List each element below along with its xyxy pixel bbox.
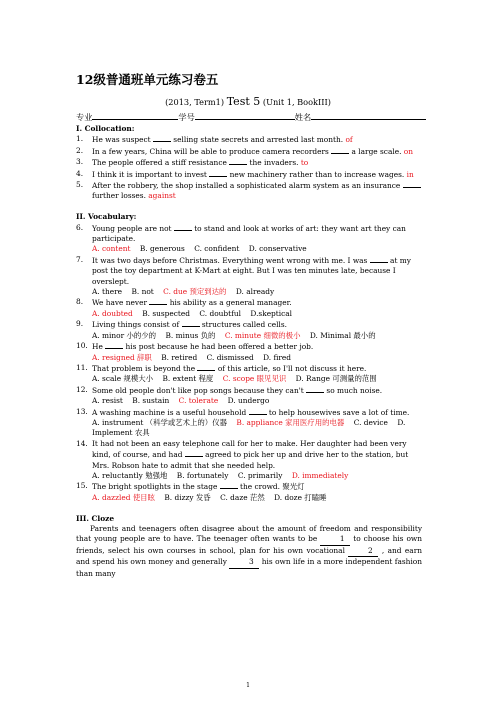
item-text: After the robbery, the shop installed a sophisticated alarm system as an insurance further losses. against <box>92 180 422 202</box>
question-text: It was two days before Christmas. Everything went wrong with me. I was at my post the toy department at K-Mart at eight. But I was ten minutes late, because I overslept. <box>92 255 411 286</box>
answer-blank[interactable] <box>220 481 238 489</box>
item-text: The people offered a stiff resistance the invaders. to <box>92 158 309 168</box>
answer-key: against <box>148 191 176 201</box>
section-collocation-heading: I. Collocation: <box>76 124 135 133</box>
collocation-list <box>76 134 422 201</box>
answer-blank[interactable] <box>331 146 349 154</box>
cloze-blank-1[interactable]: 1 <box>320 534 350 545</box>
option[interactable]: B. minus 负的 <box>165 330 216 340</box>
options-row <box>92 374 377 383</box>
option[interactable]: A. there <box>92 287 123 297</box>
option[interactable]: C. confident <box>194 244 240 254</box>
section-vocabulary-heading: II. Vocabulary: <box>76 212 137 222</box>
item-text: In a few years, China will be able to produce camera recorders a large scale. on <box>92 146 414 156</box>
name-field[interactable] <box>311 110 426 120</box>
answer-blank[interactable] <box>249 407 267 415</box>
option[interactable]: C. due 预定到达的 <box>163 287 227 297</box>
option[interactable]: B. generous <box>139 244 185 254</box>
question-text: He his post because he had been offered a better job. <box>92 342 314 352</box>
answer-blank[interactable] <box>370 255 388 263</box>
option[interactable]: B. suspected <box>142 308 190 318</box>
option[interactable]: C. daze 茫然 <box>220 492 265 502</box>
answer-key: to <box>300 158 309 168</box>
vocabulary-item <box>76 223 422 255</box>
option[interactable]: A. scale 规模大小 <box>92 374 154 384</box>
vocabulary-item <box>76 439 422 482</box>
options-row <box>92 471 348 480</box>
option[interactable]: B. dizzy 发昏 <box>164 492 211 502</box>
cloze-passage: Parents and teenagers often disagree about the amount of freedom and responsibility that young people are to have. The teenager often wants to be 1 to choose his own friends, select his own courses in school, plan for his own vocational 2 , and earn and spend his own money and generally 3 his own life in a more independent fashion than many <box>76 524 423 578</box>
option[interactable]: C. minute 细微的极小 <box>224 330 301 340</box>
collocation-item <box>76 169 422 180</box>
option[interactable]: A. minor 小的少的 <box>92 330 157 340</box>
item-number: 10. <box>76 341 88 351</box>
question-text: Living things consist of structures called cells. <box>92 320 287 330</box>
item-number: 13. <box>76 406 88 416</box>
section-cloze-heading: III. Cloze <box>76 513 115 523</box>
item-number: 4. <box>76 168 84 178</box>
option[interactable]: D. Range 可测量的范围 <box>295 374 377 384</box>
option[interactable]: A. content <box>92 244 131 254</box>
option[interactable]: C. tolerate <box>178 396 219 406</box>
item-number: 1. <box>76 134 84 144</box>
options-row <box>92 331 376 340</box>
option[interactable]: D.skeptical <box>250 308 293 318</box>
option[interactable]: D. Minimal 最小的 <box>309 330 376 340</box>
answer-blank[interactable] <box>105 341 123 349</box>
answer-blank[interactable] <box>185 449 203 457</box>
options-row <box>92 418 405 437</box>
item-number: 9. <box>76 319 84 329</box>
answer-key: of <box>345 135 353 145</box>
item-number: 11. <box>76 362 88 372</box>
item-number: 14. <box>76 438 88 448</box>
cloze-blank-2[interactable]: 2 <box>348 546 378 557</box>
item-number: 12. <box>76 384 88 394</box>
option[interactable]: C. doubtful <box>199 308 241 318</box>
question-text: The bright spotlights in the stage the crowd. 聚光灯 <box>92 482 305 492</box>
vocabulary-item <box>76 385 422 407</box>
option[interactable]: D. conservative <box>248 244 307 254</box>
answer-blank[interactable] <box>174 223 192 231</box>
vocabulary-item <box>76 363 422 385</box>
item-number: 8. <box>76 297 84 307</box>
item-number: 6. <box>76 222 84 232</box>
answer-blank[interactable] <box>306 385 324 393</box>
option[interactable]: C. device <box>353 417 388 427</box>
item-number: 2. <box>76 145 84 155</box>
options-row <box>92 309 292 318</box>
item-text: I think it is important to invest new machinery rather than to increase wages. in <box>92 169 414 179</box>
test-subtitle: (2013, Term1) Test 5 (Unit 1, BookIII) <box>165 95 331 108</box>
option[interactable]: D. already <box>235 287 275 297</box>
option[interactable]: B. not <box>131 287 154 297</box>
student-id-field[interactable] <box>195 110 295 120</box>
option[interactable]: A. resist <box>92 396 123 406</box>
item-number: 15. <box>76 481 88 491</box>
option[interactable]: C. dismissed <box>206 352 254 362</box>
answer-blank[interactable] <box>229 157 247 165</box>
student-info-fields: 专业 学号 姓名 <box>76 110 426 123</box>
vocabulary-item <box>76 407 422 439</box>
vocabulary-item <box>76 319 422 341</box>
option[interactable]: C. scope 眼见见识 <box>222 374 287 384</box>
option[interactable]: B. retired <box>161 352 198 362</box>
collocation-item <box>76 134 422 145</box>
options-row <box>92 244 307 253</box>
answer-blank[interactable] <box>403 180 421 188</box>
vocabulary-item <box>76 481 422 503</box>
option[interactable]: D. Implement 农具 <box>92 417 406 438</box>
cloze-blank-3[interactable]: 3 <box>229 557 259 568</box>
options-row <box>92 396 269 405</box>
option[interactable]: A. resigned 辞职 <box>92 352 152 362</box>
vocabulary-item <box>76 341 422 363</box>
answer-blank[interactable] <box>197 363 215 371</box>
answer-blank[interactable] <box>182 319 200 327</box>
question-text: A washing machine is a useful household to help housewives save a lot of time. <box>92 407 410 417</box>
option[interactable]: C. primarily <box>237 470 283 480</box>
option[interactable]: D. doze 打瞌睡 <box>274 492 327 502</box>
option[interactable]: B. fortunately <box>176 470 229 480</box>
option[interactable]: D. fired <box>263 352 292 362</box>
option[interactable]: D. undergo <box>227 396 270 406</box>
option[interactable]: A. dazzled 使目眩 <box>92 492 155 502</box>
option[interactable]: B. sustain <box>132 396 170 406</box>
option[interactable]: A. instrument （科学或艺术上的）仪器 <box>92 417 227 427</box>
answer-blank[interactable] <box>209 169 227 177</box>
question-text: Young people are not to stand and look at works of art: they want art they can participate. <box>92 223 406 244</box>
vocabulary-item <box>76 297 422 319</box>
option[interactable]: A. reluctantly 勉强地 <box>92 470 168 480</box>
vocabulary-list <box>76 223 422 504</box>
question-text: Some old people don't like pop songs because they can't so much noise. <box>92 385 383 395</box>
option[interactable]: B. extent 程度 <box>162 374 214 384</box>
collocation-item <box>76 146 422 157</box>
options-row <box>92 287 274 296</box>
page-number: 1 <box>246 682 250 689</box>
item-text: He was suspect selling state secrets and arrested last month. of <box>92 135 353 145</box>
answer-blank[interactable] <box>149 297 167 305</box>
option[interactable]: D. immediately <box>291 470 349 480</box>
item-number: 7. <box>76 254 84 264</box>
question-text: It had not been an easy telephone call for her to make. Her daughter had been very kind, of course, and had agreed to pick her up and drive her to the station, but Mrs. Robson hate to admit that she needed help. <box>92 438 409 470</box>
options-row <box>92 353 291 362</box>
collocation-item <box>76 157 422 168</box>
item-number: 3. <box>76 157 84 167</box>
item-number: 5. <box>76 180 84 190</box>
answer-key: in <box>406 169 414 179</box>
vocabulary-item <box>76 255 422 298</box>
exercise-content <box>76 124 422 579</box>
answer-key: on <box>403 146 414 156</box>
question-text: That problem is beyond the of this article, so I'll not discuss it here. <box>92 363 367 373</box>
major-field[interactable] <box>92 110 178 120</box>
options-row <box>92 493 326 502</box>
collocation-item <box>76 180 422 202</box>
question-text: We have never his ability as a general manager. <box>92 298 292 308</box>
option[interactable]: A. doubted <box>92 308 133 318</box>
option[interactable]: B. appliance 家用医疗用的电器 <box>236 417 345 427</box>
answer-blank[interactable] <box>153 134 171 142</box>
page-title: 12级普通班单元练习卷五 <box>76 72 219 87</box>
